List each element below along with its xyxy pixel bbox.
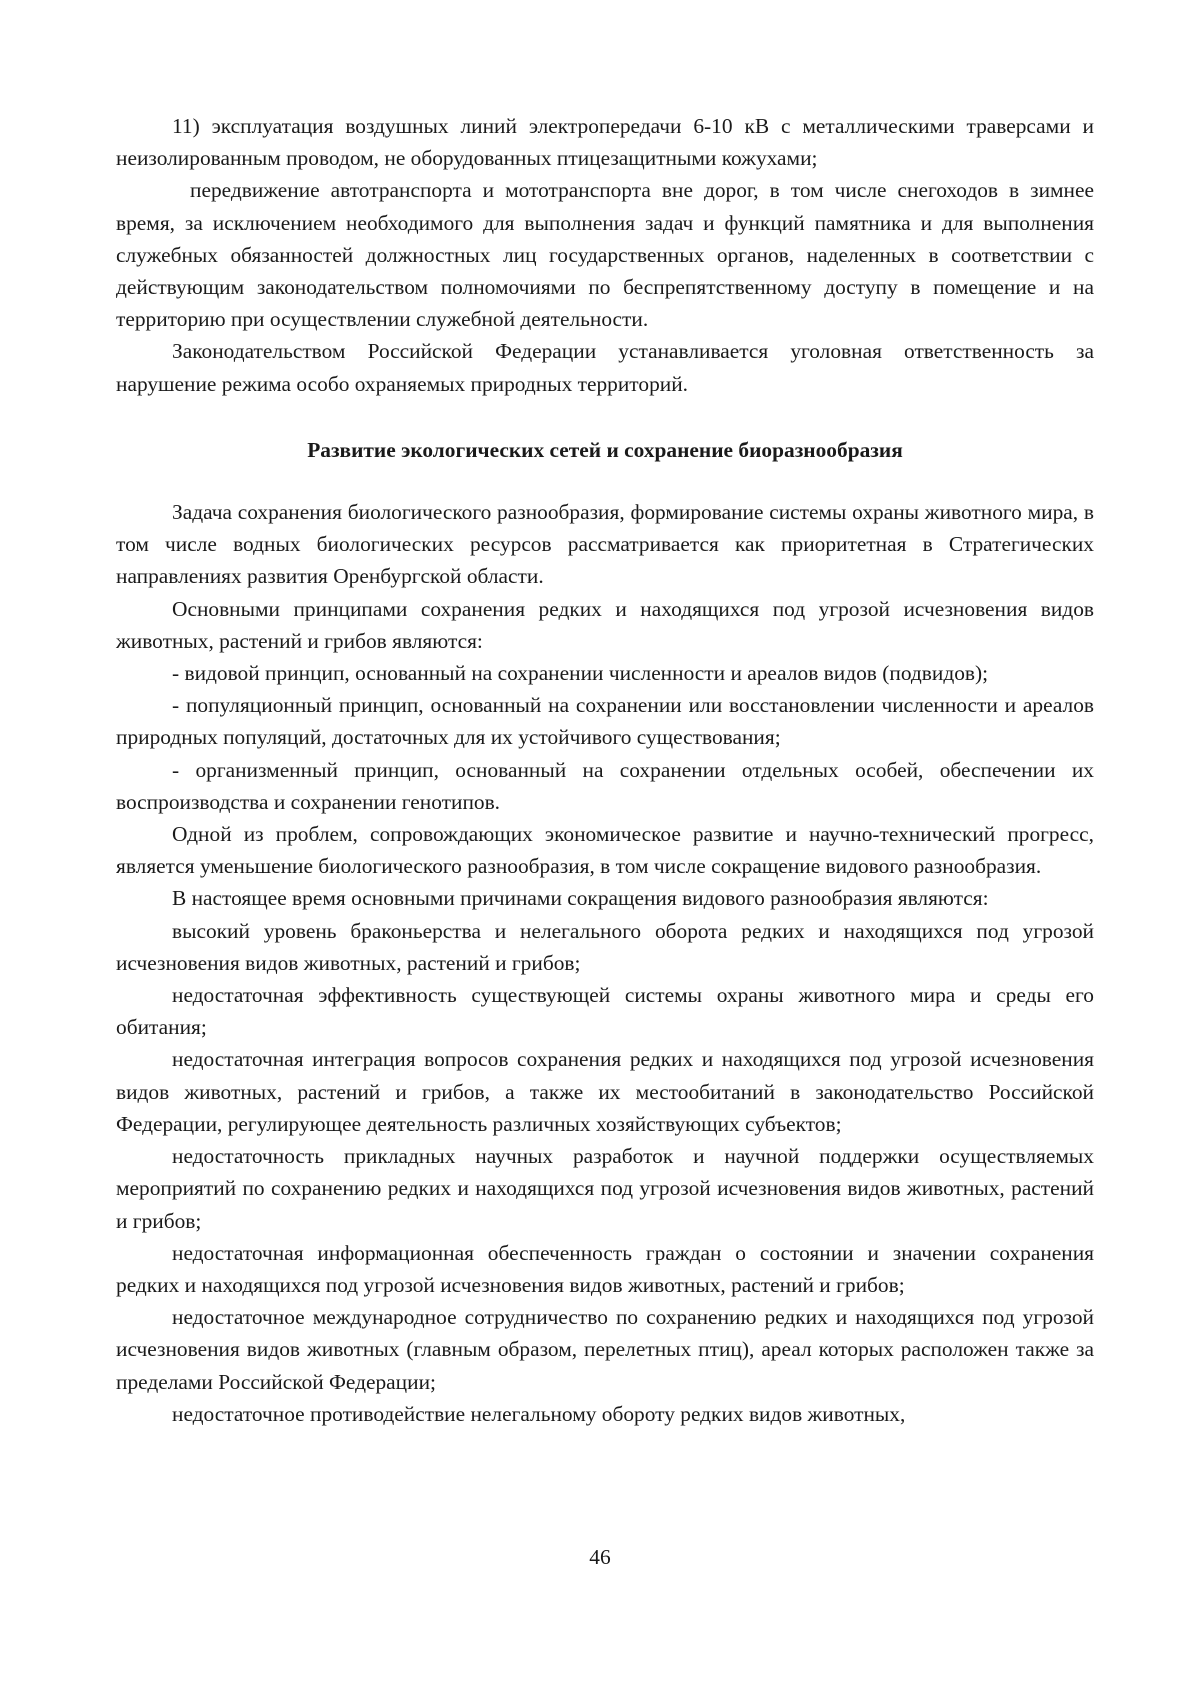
paragraph-item-11: 11) эксплуатация воздушных линий электропередачи 6-10 кВ с металлическими траверсами и неизолированным проводом, не оборудованных птицезащитными кожухами; [116,114,1094,171]
paragraph-problem: Одной из проблем, сопровождающих экономическое развитие и научно-технический прогресс, является уменьшение биологического разнообразия, в том числе сокращение видового разнообразия. [116,822,1094,879]
paragraph-biodiversity-task: Задача сохранения биологического разнообразия, формирование системы охраны животного мира, в том числе водных биологических ресурсов рассматривается как приоритетная в Стратегических направлениях развития Оренбургской области. [116,500,1094,589]
paragraph-criminal-liability: Законодательством Российской Федерации устанавливается уголовная ответственность за нарушение режима особо охраняемых природных территорий. [116,339,1094,396]
list-item-legislation-integration: недостаточная интеграция вопросов сохранения редких и находящихся под угрозой исчезновения видов животных, растений и грибов, а также их местообитаний в законодательство Российской Федерации, регулирующее деятельность различных хозяйствующих субъектов; [116,1047,1094,1136]
paragraph-causes-intro: В настоящее время основными причинами сокращения видового разнообразия являются: [172,886,989,911]
document-page [116,110,1094,1430]
list-item-protection-efficiency: недостаточная эффективность существующей системы охраны животного мира и среды его обитания; [116,983,1094,1040]
list-item-illegal-trade: недостаточное противодействие нелегальному обороту редких видов животных, [172,1401,906,1426]
list-item-organism-principle: - организменный принцип, основанный на сохранении отдельных особей, обеспечении их воспроизводства и сохранении генотипов. [116,757,1094,814]
paragraph-principles-intro: Основными принципами сохранения редких и находящихся под угрозой исчезновения видов животных, растений и грибов являются: [116,596,1094,653]
list-item-international-cooperation: недостаточное международное сотрудничество по сохранению редких и находящихся под угрозой исчезновения видов животных (главным образом, перелетных птиц), ареал которых расположен также за пределами Российской Федерации; [116,1305,1094,1394]
list-item-poaching: высокий уровень браконьерства и нелегального оборота редких и находящихся под угрозой исчезновения видов животных, растений и грибов; [116,918,1094,975]
paragraph-vehicle-restriction: передвижение автотранспорта и мототранспорта вне дорог, в том числе снегоходов в зимнее время, за исключением необходимого для выполнения задач и функций памятника и для выполнения служебных обязанностей должностных лиц государственных органов, наделенных в соответствии с действующим законодательством полномочиями по беспрепятственному доступу в помещение и на территорию при осуществлении служебной деятельности. [116,178,1094,332]
section-heading: Развитие экологических сетей и сохранение биоразнообразия [307,437,903,462]
list-item-population-principle: - популяционный принцип, основанный на сохранении или восстановлении численности и ареалов природных популяций, достаточных для их устойчивого существования; [116,693,1094,750]
list-item-scientific-support: недостаточность прикладных научных разработок и научной поддержки осуществляемых мероприятий по сохранению редких и находящихся под угрозой исчезновения видов животных, растений и грибов; [116,1144,1094,1233]
list-item-species-principle: - видовой принцип, основанный на сохранении численности и ареалов видов (подвидов); [172,661,989,686]
page-number: 46 [589,1545,611,1569]
list-item-public-information: недостаточная информационная обеспеченность граждан о состоянии и значении сохранения редких и находящихся под угрозой исчезновения видов животных, растений и грибов; [116,1240,1094,1297]
